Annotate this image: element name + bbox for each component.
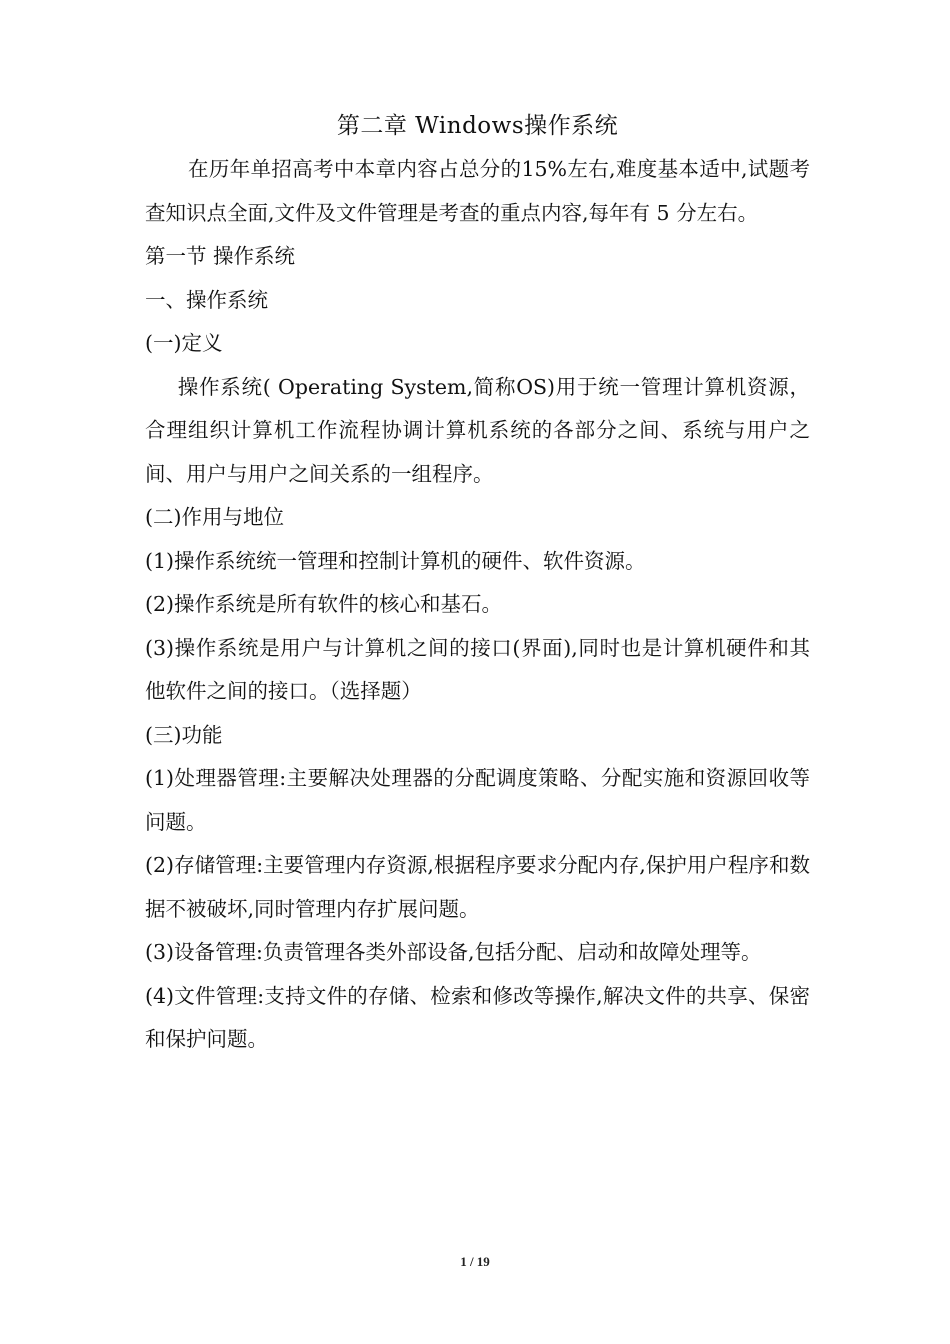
document-body: [145, 104, 810, 1062]
intro-paragraph: 在历年单招高考中本章内容占总分的15%左右,难度基本适中,试题考查知识点全面,文件及文件管理是考查的重点内容,每年有 5 分左右。: [145, 157, 810, 225]
topic-heading-definition: (一)定义: [145, 331, 223, 355]
chapter-title: 第二章 Windows操作系统: [336, 113, 619, 139]
topic-heading-role: (二)作用与地位: [145, 505, 284, 529]
definition-paragraph: 操作系统( Operating System,简称OS)用于统一管理计算机资源，合理组织计算机工作流程协调计算机系统的各部分之间、系统与用户之间、用户与用户之间关系的一组程序。: [145, 374, 810, 486]
list-item: (1)处理器管理:主要解决处理器的分配调度策略、分配实施和资源回收等问题。: [145, 766, 810, 834]
topic-heading-functions: (三)功能: [145, 722, 223, 747]
subsection-heading: 一、操作系统: [145, 287, 268, 312]
list-item: (3)设备管理:负责管理各类外部设备,包括分配、启动和故障处理等。: [145, 940, 762, 964]
list-item: (1)操作系统统一管理和控制计算机的硬件、软件资源。: [145, 548, 646, 573]
section-heading: 第一节 操作系统: [145, 244, 296, 268]
page-number: 1 / 19: [460, 1254, 490, 1269]
list-item: (2)操作系统是所有软件的核心和基石。: [145, 592, 503, 616]
list-item: (4)文件管理:支持文件的存储、检索和修改等操作,解决文件的共享、保密和保护问题。: [145, 983, 810, 1051]
list-item: (2)存储管理:主要管理内存资源,根据程序要求分配内存,保护用户程序和数据不被破坏,同时管理内存扩展问题。: [145, 853, 810, 921]
list-item: (3)操作系统是用户与计算机之间的接口(界面),同时也是计算机硬件和其他软件之间的接口。（选择题）: [145, 635, 810, 703]
